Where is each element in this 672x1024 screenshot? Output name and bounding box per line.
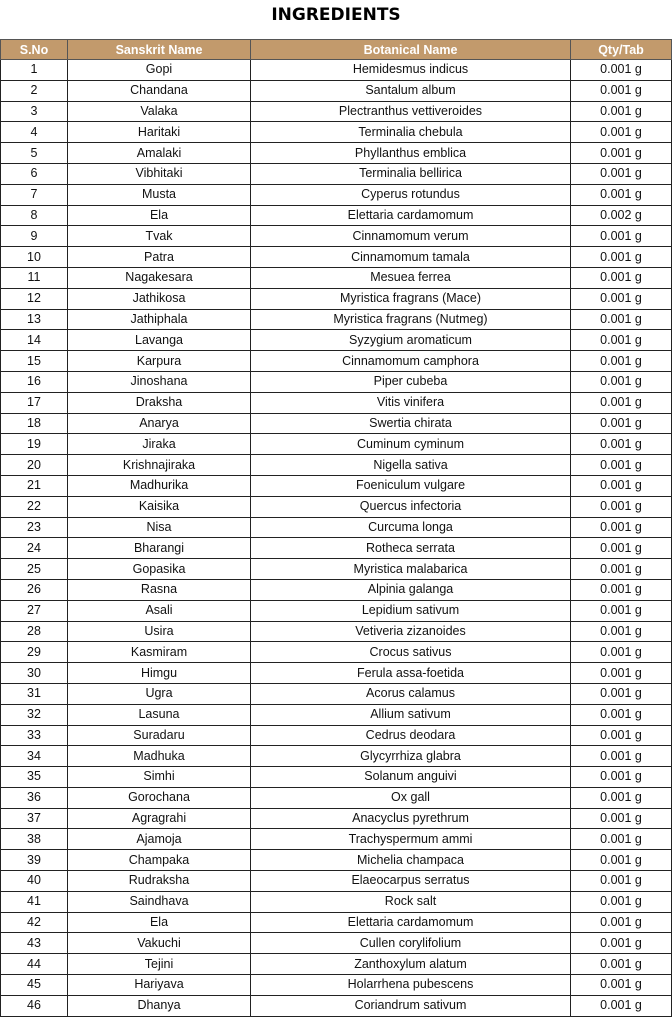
table-row (1, 954, 672, 975)
cell-sanskrit-name: Ela (68, 912, 251, 933)
table-row (1, 871, 672, 892)
cell-botanical-name: Hemidesmus indicus (251, 60, 571, 81)
cell-sanskrit-name: Gorochana (68, 787, 251, 808)
cell-botanical-name: Trachyspermum ammi (251, 829, 571, 850)
cell-sanskrit-name: Ugra (68, 683, 251, 704)
cell-qty: 0.001 g (571, 559, 672, 580)
cell-botanical-name: Syzygium aromaticum (251, 330, 571, 351)
cell-sno: 39 (1, 850, 68, 871)
cell-botanical-name: Elaeocarpus serratus (251, 871, 571, 892)
cell-qty: 0.001 g (571, 642, 672, 663)
cell-botanical-name: Cullen corylifolium (251, 933, 571, 954)
cell-botanical-name: Solanum anguivi (251, 767, 571, 788)
cell-sno: 12 (1, 288, 68, 309)
cell-botanical-name: Rotheca serrata (251, 538, 571, 559)
cell-sno: 11 (1, 267, 68, 288)
cell-qty: 0.001 g (571, 80, 672, 101)
cell-qty: 0.001 g (571, 538, 672, 559)
cell-sanskrit-name: Suradaru (68, 725, 251, 746)
cell-sno: 2 (1, 80, 68, 101)
cell-sanskrit-name: Anarya (68, 413, 251, 434)
cell-sanskrit-name: Nisa (68, 517, 251, 538)
cell-qty: 0.001 g (571, 101, 672, 122)
cell-qty: 0.001 g (571, 143, 672, 164)
cell-sanskrit-name: Tvak (68, 226, 251, 247)
page-title: INGREDIENTS (271, 5, 401, 25)
cell-sno: 34 (1, 746, 68, 767)
cell-sno: 1 (1, 60, 68, 81)
table-row (1, 351, 672, 372)
cell-sanskrit-name: Hariyava (68, 975, 251, 996)
cell-qty: 0.001 g (571, 517, 672, 538)
cell-botanical-name: Alpinia galanga (251, 579, 571, 600)
cell-qty: 0.001 g (571, 267, 672, 288)
cell-qty: 0.002 g (571, 205, 672, 226)
cell-sno: 23 (1, 517, 68, 538)
table-row (1, 143, 672, 164)
table-row (1, 663, 672, 684)
cell-sno: 9 (1, 226, 68, 247)
cell-sanskrit-name: Bharangi (68, 538, 251, 559)
cell-botanical-name: Vitis vinifera (251, 392, 571, 413)
cell-sno: 21 (1, 475, 68, 496)
table-row (1, 371, 672, 392)
cell-sanskrit-name: Vibhitaki (68, 163, 251, 184)
cell-qty: 0.001 g (571, 371, 672, 392)
cell-qty: 0.001 g (571, 309, 672, 330)
cell-sno: 19 (1, 434, 68, 455)
table-row (1, 579, 672, 600)
cell-qty: 0.001 g (571, 455, 672, 476)
cell-sanskrit-name: Krishnajiraka (68, 455, 251, 476)
table-row (1, 517, 672, 538)
table-row (1, 205, 672, 226)
cell-sanskrit-name: Chandana (68, 80, 251, 101)
cell-sno: 16 (1, 371, 68, 392)
cell-botanical-name: Santalum album (251, 80, 571, 101)
cell-botanical-name: Myristica fragrans (Mace) (251, 288, 571, 309)
header-sno: S.No (1, 40, 68, 60)
table-row (1, 101, 672, 122)
cell-botanical-name: Myristica fragrans (Nutmeg) (251, 309, 571, 330)
table-row (1, 60, 672, 81)
cell-qty: 0.001 g (571, 247, 672, 268)
table-row (1, 829, 672, 850)
table-row (1, 538, 672, 559)
cell-botanical-name: Vetiveria zizanoides (251, 621, 571, 642)
cell-qty: 0.001 g (571, 912, 672, 933)
table-row (1, 808, 672, 829)
cell-sno: 17 (1, 392, 68, 413)
table-row (1, 267, 672, 288)
table-row (1, 413, 672, 434)
cell-qty: 0.001 g (571, 871, 672, 892)
cell-sno: 25 (1, 559, 68, 580)
cell-botanical-name: Cyperus rotundus (251, 184, 571, 205)
cell-sno: 20 (1, 455, 68, 476)
cell-botanical-name: Michelia champaca (251, 850, 571, 871)
cell-sno: 26 (1, 579, 68, 600)
table-row (1, 475, 672, 496)
cell-qty: 0.001 g (571, 351, 672, 372)
cell-qty: 0.001 g (571, 413, 672, 434)
cell-sno: 3 (1, 101, 68, 122)
cell-sno: 30 (1, 663, 68, 684)
table-row (1, 995, 672, 1016)
cell-botanical-name: Cedrus deodara (251, 725, 571, 746)
table-row (1, 912, 672, 933)
cell-sanskrit-name: Gopi (68, 60, 251, 81)
cell-sno: 45 (1, 975, 68, 996)
cell-botanical-name: Zanthoxylum alatum (251, 954, 571, 975)
cell-botanical-name: Cinnamomum tamala (251, 247, 571, 268)
cell-qty: 0.001 g (571, 226, 672, 247)
cell-sanskrit-name: Kasmiram (68, 642, 251, 663)
cell-sno: 18 (1, 413, 68, 434)
cell-sanskrit-name: Lasuna (68, 704, 251, 725)
cell-sno: 43 (1, 933, 68, 954)
cell-botanical-name: Cuminum cyminum (251, 434, 571, 455)
cell-sanskrit-name: Usira (68, 621, 251, 642)
cell-sno: 38 (1, 829, 68, 850)
cell-sanskrit-name: Rudraksha (68, 871, 251, 892)
cell-botanical-name: Elettaria cardamomum (251, 912, 571, 933)
table-row (1, 392, 672, 413)
cell-sno: 22 (1, 496, 68, 517)
cell-qty: 0.001 g (571, 808, 672, 829)
table-row (1, 933, 672, 954)
cell-sanskrit-name: Saindhava (68, 891, 251, 912)
cell-qty: 0.001 g (571, 829, 672, 850)
cell-qty: 0.001 g (571, 288, 672, 309)
cell-sanskrit-name: Jathiphala (68, 309, 251, 330)
cell-botanical-name: Myristica malabarica (251, 559, 571, 580)
cell-sanskrit-name: Lavanga (68, 330, 251, 351)
cell-qty: 0.001 g (571, 184, 672, 205)
cell-qty: 0.001 g (571, 475, 672, 496)
cell-qty: 0.001 g (571, 579, 672, 600)
cell-botanical-name: Elettaria cardamomum (251, 205, 571, 226)
cell-botanical-name: Quercus infectoria (251, 496, 571, 517)
cell-qty: 0.001 g (571, 995, 672, 1016)
table-row (1, 683, 672, 704)
header-qty-per-tab: Qty/Tab (571, 40, 672, 60)
cell-sanskrit-name: Vakuchi (68, 933, 251, 954)
cell-qty: 0.001 g (571, 683, 672, 704)
cell-sno: 29 (1, 642, 68, 663)
cell-sno: 6 (1, 163, 68, 184)
cell-botanical-name: Anacyclus pyrethrum (251, 808, 571, 829)
table-row (1, 122, 672, 143)
table-row (1, 891, 672, 912)
cell-sanskrit-name: Rasna (68, 579, 251, 600)
cell-qty: 0.001 g (571, 434, 672, 455)
cell-sanskrit-name: Agragrahi (68, 808, 251, 829)
cell-botanical-name: Phyllanthus emblica (251, 143, 571, 164)
cell-sanskrit-name: Jiraka (68, 434, 251, 455)
cell-botanical-name: Acorus calamus (251, 683, 571, 704)
cell-sno: 40 (1, 871, 68, 892)
cell-sno: 44 (1, 954, 68, 975)
table-row (1, 850, 672, 871)
cell-sanskrit-name: Simhi (68, 767, 251, 788)
cell-qty: 0.001 g (571, 746, 672, 767)
cell-sno: 32 (1, 704, 68, 725)
cell-sno: 37 (1, 808, 68, 829)
cell-qty: 0.001 g (571, 163, 672, 184)
cell-botanical-name: Terminalia chebula (251, 122, 571, 143)
cell-botanical-name: Allium sativum (251, 704, 571, 725)
table-row (1, 309, 672, 330)
cell-botanical-name: Terminalia bellirica (251, 163, 571, 184)
cell-botanical-name: Lepidium sativum (251, 600, 571, 621)
header-botanical-name: Botanical Name (251, 40, 571, 60)
table-row (1, 455, 672, 476)
table-row (1, 704, 672, 725)
table-row (1, 600, 672, 621)
cell-sno: 24 (1, 538, 68, 559)
cell-botanical-name: Glycyrrhiza glabra (251, 746, 571, 767)
cell-qty: 0.001 g (571, 392, 672, 413)
table-row (1, 725, 672, 746)
cell-sanskrit-name: Jinoshana (68, 371, 251, 392)
cell-botanical-name: Nigella sativa (251, 455, 571, 476)
cell-botanical-name: Crocus sativus (251, 642, 571, 663)
cell-sno: 46 (1, 995, 68, 1016)
cell-qty: 0.001 g (571, 704, 672, 725)
cell-sanskrit-name: Musta (68, 184, 251, 205)
cell-sno: 8 (1, 205, 68, 226)
cell-qty: 0.001 g (571, 60, 672, 81)
cell-botanical-name: Rock salt (251, 891, 571, 912)
cell-qty: 0.001 g (571, 663, 672, 684)
table-body (1, 60, 672, 1017)
cell-qty: 0.001 g (571, 330, 672, 351)
cell-botanical-name: Cinnamomum verum (251, 226, 571, 247)
cell-botanical-name: Piper cubeba (251, 371, 571, 392)
cell-qty: 0.001 g (571, 600, 672, 621)
cell-botanical-name: Curcuma longa (251, 517, 571, 538)
cell-sanskrit-name: Haritaki (68, 122, 251, 143)
table-row (1, 226, 672, 247)
cell-qty: 0.001 g (571, 787, 672, 808)
cell-sanskrit-name: Valaka (68, 101, 251, 122)
table-row (1, 163, 672, 184)
cell-qty: 0.001 g (571, 975, 672, 996)
cell-qty: 0.001 g (571, 891, 672, 912)
table-row (1, 288, 672, 309)
cell-botanical-name: Ox gall (251, 787, 571, 808)
cell-sno: 15 (1, 351, 68, 372)
cell-botanical-name: Holarrhena pubescens (251, 975, 571, 996)
cell-botanical-name: Cinnamomum camphora (251, 351, 571, 372)
table-row (1, 621, 672, 642)
cell-qty: 0.001 g (571, 954, 672, 975)
cell-sanskrit-name: Karpura (68, 351, 251, 372)
cell-sanskrit-name: Himgu (68, 663, 251, 684)
table-row (1, 767, 672, 788)
table-row (1, 975, 672, 996)
cell-sno: 4 (1, 122, 68, 143)
cell-sno: 14 (1, 330, 68, 351)
cell-sno: 31 (1, 683, 68, 704)
table-header-row (1, 40, 672, 60)
cell-sanskrit-name: Gopasika (68, 559, 251, 580)
ingredients-table (0, 39, 672, 1017)
cell-sanskrit-name: Tejini (68, 954, 251, 975)
cell-botanical-name: Coriandrum sativum (251, 995, 571, 1016)
cell-botanical-name: Mesuea ferrea (251, 267, 571, 288)
cell-sno: 36 (1, 787, 68, 808)
cell-sno: 28 (1, 621, 68, 642)
cell-sanskrit-name: Draksha (68, 392, 251, 413)
table-row (1, 434, 672, 455)
cell-sno: 27 (1, 600, 68, 621)
table-row (1, 559, 672, 580)
table-row (1, 247, 672, 268)
table-row (1, 496, 672, 517)
cell-sanskrit-name: Ela (68, 205, 251, 226)
cell-botanical-name: Plectranthus vettiveroides (251, 101, 571, 122)
cell-qty: 0.001 g (571, 933, 672, 954)
cell-qty: 0.001 g (571, 850, 672, 871)
cell-botanical-name: Foeniculum vulgare (251, 475, 571, 496)
cell-sanskrit-name: Nagakesara (68, 267, 251, 288)
cell-qty: 0.001 g (571, 725, 672, 746)
cell-sno: 7 (1, 184, 68, 205)
cell-qty: 0.001 g (571, 122, 672, 143)
cell-sanskrit-name: Kaisika (68, 496, 251, 517)
table-row (1, 642, 672, 663)
cell-sanskrit-name: Dhanya (68, 995, 251, 1016)
cell-botanical-name: Swertia chirata (251, 413, 571, 434)
cell-sanskrit-name: Asali (68, 600, 251, 621)
table-row (1, 746, 672, 767)
cell-qty: 0.001 g (571, 767, 672, 788)
cell-sno: 10 (1, 247, 68, 268)
header-sanskrit-name: Sanskrit Name (68, 40, 251, 60)
cell-sno: 41 (1, 891, 68, 912)
cell-qty: 0.001 g (571, 496, 672, 517)
cell-sanskrit-name: Amalaki (68, 143, 251, 164)
cell-sanskrit-name: Madhurika (68, 475, 251, 496)
table-row (1, 184, 672, 205)
cell-sno: 42 (1, 912, 68, 933)
table-row (1, 787, 672, 808)
cell-qty: 0.001 g (571, 621, 672, 642)
cell-sanskrit-name: Madhuka (68, 746, 251, 767)
cell-sanskrit-name: Jathikosa (68, 288, 251, 309)
cell-sanskrit-name: Patra (68, 247, 251, 268)
cell-sno: 35 (1, 767, 68, 788)
table-row (1, 330, 672, 351)
cell-sno: 5 (1, 143, 68, 164)
cell-sanskrit-name: Ajamoja (68, 829, 251, 850)
cell-botanical-name: Ferula assa-foetida (251, 663, 571, 684)
cell-sno: 33 (1, 725, 68, 746)
table-row (1, 80, 672, 101)
cell-sanskrit-name: Champaka (68, 850, 251, 871)
cell-sno: 13 (1, 309, 68, 330)
